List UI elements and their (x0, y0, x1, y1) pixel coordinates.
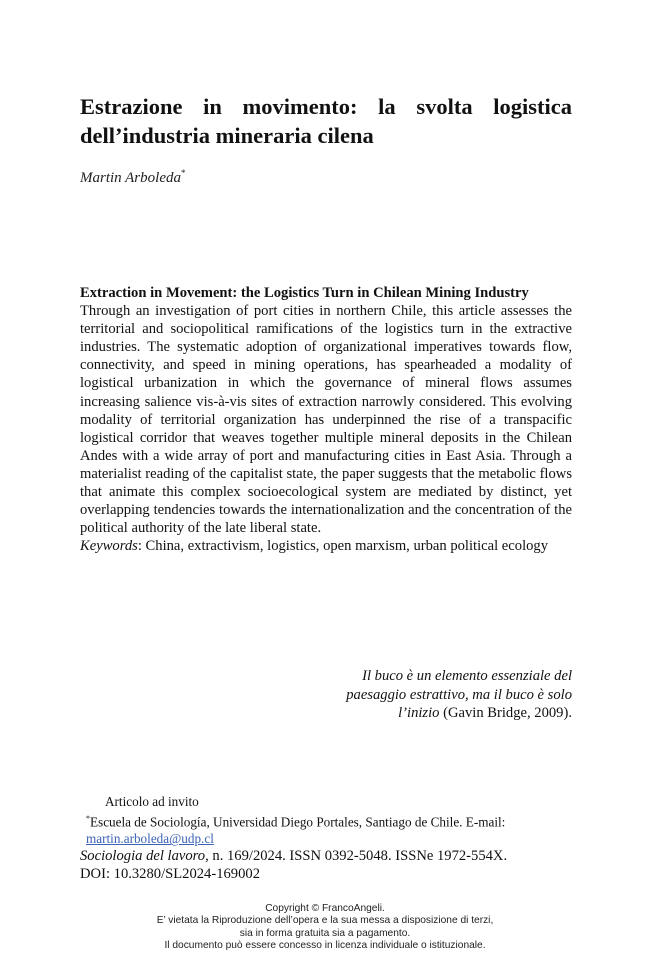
footnotes (80, 793, 572, 847)
keywords-list: : China, extractivism, logistics, open marxism, urban political ecology (137, 538, 549, 555)
article-title: Estrazione in movimento: la svolta logistica dell’industria mineraria cilena (80, 94, 572, 148)
copyright-line-4: Il documento può essere concesso in licenza individuale o istituzionale. (164, 939, 486, 951)
author-email-link[interactable]: martin.arboleda@udp.cl (86, 831, 214, 847)
affiliation-mark: * (86, 814, 90, 823)
journal-doi: DOI: 10.3280/SL2024-169002 (80, 865, 260, 882)
english-abstract (80, 284, 572, 555)
copyright-notice (0, 903, 650, 952)
affiliation-text: Escuela de Sociología, Universidad Diego Portales, Santiago de Chile. E-mail: (90, 814, 506, 830)
copyright-line-1: Copyright © FrancoAngeli. (265, 903, 385, 914)
author-name-text: Martin Arboleda (80, 170, 181, 186)
epigraph-source: (Gavin Bridge, 2009). (439, 705, 572, 722)
abstract-title: Extraction in Movement: the Logistics Turn in Chilean Mining Industry (80, 285, 529, 301)
invited-article-note: Articolo ad invito (105, 794, 199, 809)
author-name (80, 168, 185, 187)
journal-issue: , n. 169/2024. ISSN 0392-5048. ISSNe 1972-554X. (205, 848, 508, 864)
journal-citation (80, 848, 572, 883)
keywords-label: Keywords (80, 538, 138, 555)
abstract-body: Through an investigation of port cities in northern Chile, this article assesses the territorial and sociopolitical ramifications of the logistics turn in the extractive industries. The systematic adoption of organizational imperatives towards flow, connectivity, and speed in mining operations, has spearheaded a modality of logistical urbanization in which the governance of mineral flows assumes increasing salience vis-à-vis sites of extraction narrowly considered. This evolving modality of territorial organization has underpinned the rise of a transpacific logistical corridor that weaves together multiple mineral deposits in the Chilean Andes with a wide array of port and manufacturing cities in East Asia. Through a materialist reading of the capitalist state, the paper suggests that the metabolic flows that animate this complex socioecological system are mediated by distinct, yet overlapping tendencies towards the internationalization and the concentration of the political authority of the late liberal state. (80, 303, 572, 537)
author-footnote-mark: * (180, 168, 186, 178)
epigraph (312, 667, 572, 723)
copyright-line-3: sia in forma gratuita sia a pagamento. (239, 927, 411, 939)
journal-name: Sociologia del lavoro (80, 848, 206, 864)
epigraph-quote: Il buco è un elemento essenziale del paesaggio estrattivo, ma il buco è solo l’inizio (346, 668, 572, 722)
journal-issue-line (80, 848, 572, 866)
affiliation-note (80, 810, 572, 847)
copyright-line-2: E’ vietata la Riproduzione dell’opera e la sua messa a disposizione di terzi, (156, 915, 494, 927)
